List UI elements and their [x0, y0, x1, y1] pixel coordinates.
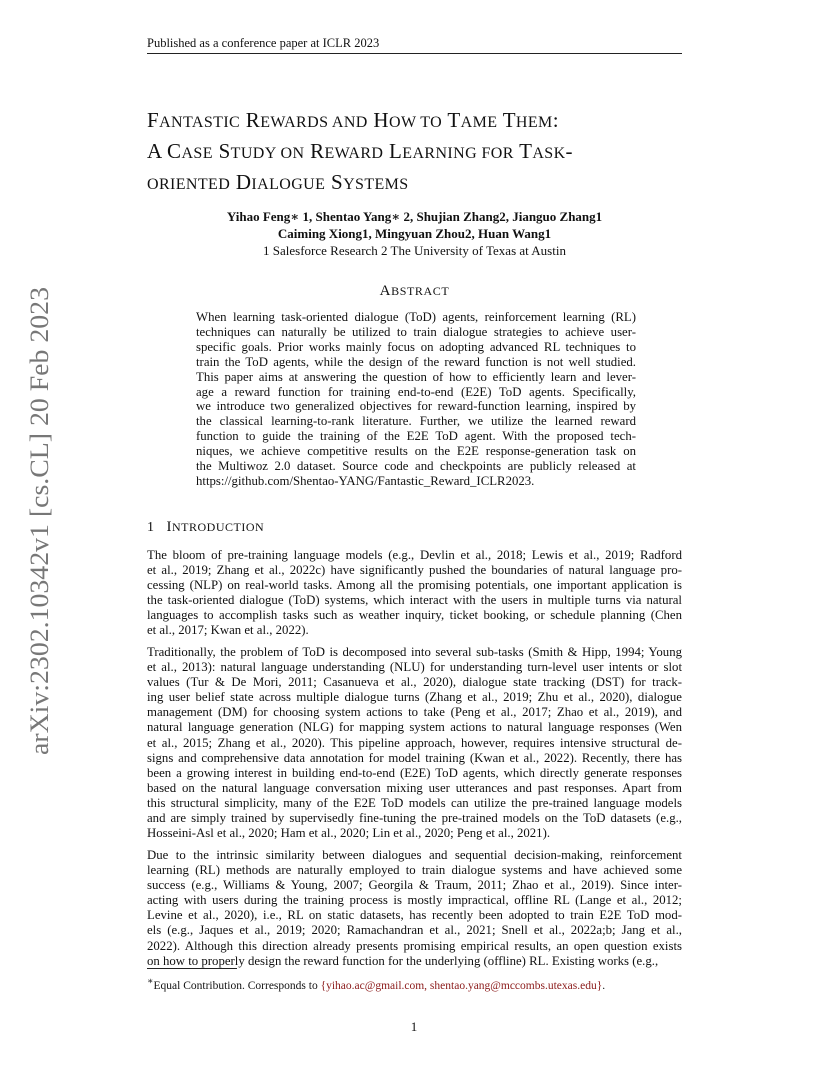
footnote: ∗Equal Contribution. Corresponds to {yihao.ac@gmail.com, shentao.yang@mccombs.utexas.edu}. [147, 976, 606, 992]
paragraph-2-line: ing user belief state across multiple dialogue turns (Zhang et al., 2019; Zhu et al., 2020), dialogue [147, 690, 682, 705]
paragraph-3-line: els (e.g., Jaques et al., 2019; 2020; Ramachandran et al., 2021; Snell et al., 2022a;b; Jang et al., [147, 923, 682, 938]
paragraph-2-line: Hosseini-Asl et al., 2020; Ham et al., 2020; Lin et al., 2020; Peng et al., 2021). [147, 826, 551, 841]
running-header: Published as a conference paper at ICLR 2023 [147, 36, 380, 50]
header-rule [147, 53, 682, 54]
paragraph-3-line: acting with users during the training process is mostly impractical, offline RL (Lange et al., 2012; [147, 893, 682, 908]
abstract-body [196, 310, 636, 489]
abstract-line: This paper aims at answering the question of how to efficiently learn and lever- [196, 369, 636, 384]
footnote-rule [147, 968, 237, 969]
abstract-line: age a reward function for training end-to-end (E2E) ToD agents. Specifically, [196, 384, 636, 399]
author-block [147, 208, 682, 259]
paper-title [147, 106, 707, 199]
paragraph-3-line: Levine et al., 2020), i.e., RL on static datasets, has recently been adopted to train E2E ToD mod- [147, 908, 682, 923]
paragraph-1 [147, 548, 682, 639]
abstract-line: the Multiwoz 2.0 dataset. Source code and checkpoints are publicly released at [196, 459, 636, 474]
paragraph-2-line: and are simply trained by supervisedly fine-tuning the pre-trained models on the ToD datasets (e.g., [147, 811, 682, 826]
title-line-3: ORIENTED DIALOGUE SYSTEMS [147, 170, 409, 194]
abstract-line: niques, we achieve competitive results on the E2E response-generation task on [196, 444, 636, 459]
paragraph-1-line: et al., 2017; Kwan et al., 2022). [147, 623, 309, 638]
paragraph-3-line: Due to the intrinsic similarity between dialogues and sequential decision-making, reinforcement [147, 848, 682, 862]
abstract-line: https://github.com/Shentao-YANG/Fantastic_Reward_ICLR2023. [196, 473, 535, 488]
paragraph-2-line: et al., 2015; Zhang et al., 2020). This pipeline approach, however, requires intensive structural de- [147, 735, 682, 750]
paragraph-2-line: Traditionally, the problem of ToD is decomposed into several sub-tasks (Smith & Hipp, 1994; Young [147, 645, 682, 659]
paragraph-2-line: et al., 2013): natural language understanding (NLU) for understanding turn-level user intents or slot [147, 660, 682, 675]
abstract-line: train the ToD agents, while the design of the reward function is not well studied. [196, 354, 636, 369]
paragraph-2-line: been a growing interest in building end-to-end (E2E) ToD agents, which directly generate responses [147, 765, 682, 780]
abstract-heading: ABSTRACT [379, 283, 450, 299]
paragraph-3 [147, 848, 682, 969]
arxiv-stamp [6, 285, 70, 755]
abstract-line: the classical learning-to-rank literature. Further, we utilize the learned reward [196, 414, 636, 429]
paragraph-1-line: et al., 2019; Zhang et al., 2022c) have significantly pushed the boundaries of natural language pro- [147, 563, 682, 578]
paragraph-1-line: languages to accomplish tasks such as weather inquiry, ticket booking, or schedule planning (Chen [147, 608, 682, 623]
author-line-2: Caiming Xiong1, Mingyuan Zhou2, Huan Wang1 [277, 226, 552, 241]
paragraph-1-line: cessing (NLP) on real-world tasks. Among all the promising potentials, one important application is [147, 578, 682, 593]
paragraph-2-line: signs and comprehensive data annotation for model training (Kwan et al., 2022). Recently, there has [147, 750, 682, 765]
title-line-1: FANTASTIC REWARDS AND HOW TO TAME THEM: [147, 108, 559, 132]
paragraph-3-line: learning (RL) methods are naturally employed to train dialogue systems and have achieved some [147, 863, 682, 878]
arxiv-stamp-text: arXiv:2302.10342v1 [cs.CL] 20 Feb 2023 [24, 308, 54, 755]
paragraph-2-line: management (DM) for choosing system actions to take (Peng et al., 2017; Zhao et al., 2019), and [147, 705, 682, 720]
abstract-line: When learning task-oriented dialogue (ToD) agents, reinforcement learning (RL) [196, 310, 636, 324]
author-line-1: Yihao Feng∗ 1, Shentao Yang∗ 2, Shujian Zhang2, Jianguo Zhang1 [226, 209, 603, 224]
paragraph-2-line: values (Tur & De Mori, 2011; Casanueva et al., 2020), dialogue state tracking (DST) for track- [147, 675, 682, 690]
abstract-line: techniques can naturally be utilized to train dialogue strategies to achieve user- [196, 324, 636, 339]
abstract-line: we introduce two generalized objectives for reward-function learning, inspired by [196, 399, 636, 414]
abstract-line: function to guide the training of the E2E ToD agent. With the proposed tech- [196, 429, 636, 444]
paragraph-1-line: the task-oriented dialogue (ToD) systems, which interact with the users in multiple turns via natural [147, 593, 682, 608]
paragraph-3-line: success (e.g., Williams & Young, 2007; Georgila & Traum, 2011; Zhao et al., 2019). Since inter- [147, 878, 682, 893]
affiliations: 1 Salesforce Research 2 The University of Texas at Austin [263, 243, 566, 258]
paragraph-2-line: natural language generation (NLG) for mapping system actions to natural language responses (Wen [147, 720, 682, 735]
paragraph-3-line: on how to properly design the reward function for the underlying (offline) RL. Existing works (e.g., [147, 953, 659, 968]
abstract-line: specific goals. Prior works mainly focus on adopting advanced RL techniques to [196, 339, 636, 354]
paragraph-3-line: 2022). Although this direction already presents promising empirical results, an open question exists [147, 938, 682, 953]
title-line-2: A CASE STUDY ON REWARD LEARNING FOR TASK- [147, 139, 573, 163]
paragraph-2-line: based on the natural language conversation mixing user utterances and past responses. Apart from [147, 780, 682, 795]
paragraph-1-line: The bloom of pre-training language models (e.g., Devlin et al., 2018; Lewis et al., 2019; Radford [147, 548, 682, 562]
paragraph-2-line: this structural simplicity, many of the E2E ToD models can utilize the pre-trained language models [147, 795, 682, 810]
page-number: 1 [410, 1019, 418, 1034]
section-heading-introduction: 1 INTRODUCTION [147, 519, 265, 535]
paragraph-2 [147, 645, 682, 841]
